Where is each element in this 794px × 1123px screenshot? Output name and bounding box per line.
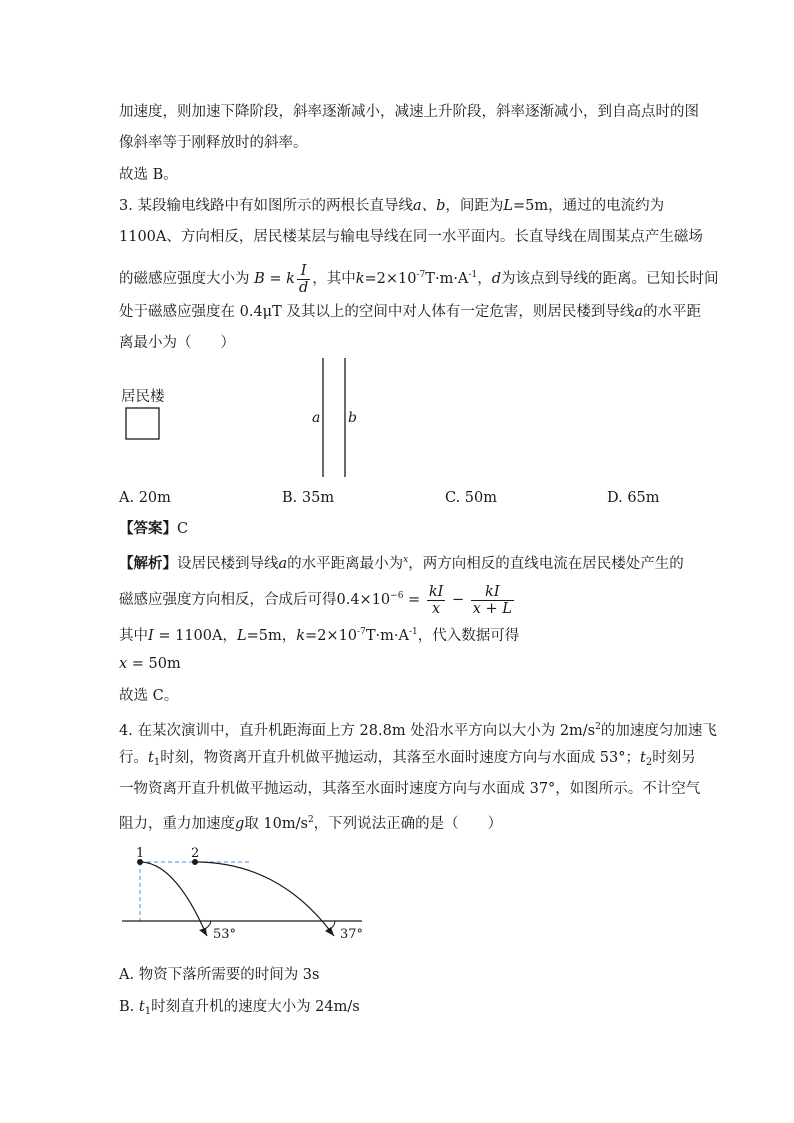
q4-line3: 一物资离开直升机做平抛运动，其落至水面时速度方向与水面成 37°，如图所示。不计空气 bbox=[119, 781, 701, 797]
q3-var-k: k bbox=[355, 271, 365, 287]
q3-line5: 离最小为（ ） bbox=[119, 335, 235, 351]
q3-text: ，其中 bbox=[312, 271, 356, 287]
option-text: 20m bbox=[138, 490, 171, 506]
analysis-text: 磁感应强度方向相反，合成后可得 bbox=[119, 592, 337, 608]
q4-text: 的加速度匀加速飞 bbox=[600, 723, 717, 739]
analysis-eq: = bbox=[403, 592, 425, 608]
fraction-denominator: x bbox=[431, 600, 441, 617]
option-text: 35m bbox=[301, 490, 335, 506]
point-2-label: 2 bbox=[191, 846, 200, 861]
q3-text: 某段输电线路中有如图所示的两根长直导线 bbox=[137, 198, 413, 214]
building-box bbox=[126, 408, 159, 439]
fraction-numerator: kI bbox=[428, 583, 444, 600]
formula-eq: = bbox=[264, 271, 287, 287]
q4-var-t: t bbox=[138, 999, 145, 1015]
q3-exponent: -1 bbox=[468, 270, 478, 280]
q3-analysis-line1 bbox=[119, 550, 684, 574]
point-1-label: 1 bbox=[136, 846, 145, 861]
q4-superscript: 2 bbox=[595, 722, 601, 732]
q3-analysis-line2 bbox=[119, 578, 516, 618]
q3-var-L: L bbox=[503, 198, 514, 214]
analysis-unit: T·m·A bbox=[365, 628, 409, 644]
q4-number: 4. bbox=[119, 723, 133, 739]
q4-var-g: g bbox=[235, 816, 245, 832]
building-label: 居民楼 bbox=[121, 389, 165, 405]
wire-a-label: a bbox=[312, 410, 321, 426]
option-text: 50m bbox=[464, 490, 497, 506]
option-label: C. bbox=[445, 490, 461, 506]
q4-subscript: 1 bbox=[153, 757, 161, 768]
q3-conclusion: 故选 C。 bbox=[119, 688, 179, 704]
analysis-value: 0.4×10 bbox=[336, 592, 391, 608]
q4-text: 时刻，物资离开直升机做平抛运动，其落至水面时速度方向与水面成 53°； bbox=[160, 750, 641, 766]
answer-tag: 【答案】 bbox=[119, 520, 177, 537]
analysis-text: 设居民楼到导线 bbox=[177, 556, 279, 572]
fraction-numerator: kI bbox=[471, 584, 514, 601]
q4-superscript: 2 bbox=[307, 815, 314, 825]
formula-numerator: I bbox=[297, 263, 310, 280]
q3-analysis-result bbox=[119, 654, 181, 674]
q4-subscript: 2 bbox=[645, 757, 653, 768]
analysis-text: 其中 bbox=[119, 628, 148, 644]
analysis-exponent: −6 bbox=[390, 591, 404, 601]
trajectory-1 bbox=[140, 862, 207, 936]
analysis-minus: − bbox=[447, 592, 469, 608]
q3-text: =5m，通过的电流约为 bbox=[513, 198, 665, 214]
analysis-text: = 1100A， bbox=[153, 628, 237, 644]
q4-option-b bbox=[119, 997, 360, 1022]
q3-answer bbox=[119, 519, 188, 539]
option-d bbox=[607, 488, 660, 508]
q4-text: ，下列说法正确的是（ ） bbox=[313, 816, 503, 832]
q3-line2: 1100A、方向相反，居民楼某层与输电导线在同一水平面内。长直导线在周围某点产生磁场 bbox=[119, 229, 703, 245]
trajectory-2 bbox=[195, 862, 334, 936]
q4-var-t: t bbox=[148, 750, 154, 766]
angle-arc-1 bbox=[204, 921, 211, 929]
formula-denominator: d bbox=[298, 279, 309, 296]
q4-var-t: t bbox=[640, 750, 646, 766]
analysis-text: =5m， bbox=[246, 628, 297, 644]
analysis-var-a: a bbox=[278, 556, 288, 572]
analysis-var-x: x bbox=[403, 555, 409, 565]
fraction-denominator: x + L bbox=[472, 600, 512, 617]
q4-line1 bbox=[119, 717, 717, 741]
analysis-var-I: I bbox=[148, 628, 154, 644]
q3-text: ， bbox=[477, 271, 492, 287]
option-text: 时刻直升机的速度大小为 24m/s bbox=[151, 999, 360, 1015]
angle-53-label: 53° bbox=[213, 927, 237, 942]
wire-b-label: b bbox=[348, 410, 357, 426]
trajectory-2-arrow bbox=[325, 927, 334, 936]
option-label: A. bbox=[119, 490, 135, 506]
option-label: D. bbox=[607, 490, 623, 506]
analysis-exponent: -1 bbox=[408, 627, 418, 637]
prev-explanation-line2: 像斜率等于刚释放时的斜率。 bbox=[119, 135, 308, 151]
q3-text: 的磁感应强度大小为 bbox=[119, 271, 250, 287]
formula-B: B bbox=[254, 271, 265, 287]
analysis-text: ，两方向相反的直线电流在居民楼处产生的 bbox=[408, 556, 684, 572]
q3-text: ，间距为 bbox=[445, 198, 504, 214]
option-c bbox=[445, 488, 497, 508]
q4-option-a: A. 物资下落所需要的时间为 3s bbox=[119, 967, 320, 983]
q3-unit: T·m·A bbox=[425, 271, 469, 287]
formula-k: k bbox=[286, 271, 295, 287]
analysis-text: ，代入数据可得 bbox=[417, 628, 520, 644]
q4-text: 在某次演训中，直升机距海面上方 28.8m 处沿水平方向以大小为 2m/s bbox=[137, 723, 596, 739]
option-text: 65m bbox=[627, 490, 660, 506]
q4-text: 行。 bbox=[119, 750, 148, 766]
q3-text: 的水平距 bbox=[643, 304, 702, 320]
analysis-fraction-2 bbox=[471, 584, 514, 617]
analysis-text: 的水平距离最小为 bbox=[287, 556, 404, 572]
q3-text: =2×10 bbox=[364, 271, 417, 287]
q3-var-d: d bbox=[491, 271, 501, 287]
q3-analysis-line3 bbox=[119, 622, 519, 646]
analysis-var-k: k bbox=[296, 628, 306, 644]
option-a bbox=[119, 488, 171, 508]
prev-conclusion: 故选 B。 bbox=[119, 167, 178, 183]
option-label: B. bbox=[119, 999, 135, 1015]
angle-37-label: 37° bbox=[340, 927, 364, 942]
q4-line4 bbox=[119, 810, 502, 834]
q4-text: 取 10m/s bbox=[244, 816, 308, 832]
q3-text: 处于磁感应强度在 0.4μT 及其以上的空间中对人体有一定危害，则居民楼到导线 bbox=[119, 304, 635, 320]
analysis-exponent: -7 bbox=[357, 627, 366, 637]
trajectory-1-arrow bbox=[199, 928, 207, 936]
q3-text: 为该点到导线的距离。已知长时间 bbox=[501, 271, 719, 287]
analysis-fraction-1 bbox=[427, 584, 446, 617]
prev-explanation-line1: 加速度，则加速下降阶段，斜率逐渐减小，减速上升阶段，斜率逐渐减小，到自高点时的图 bbox=[119, 104, 699, 120]
analysis-text: =2×10 bbox=[305, 628, 358, 644]
q3-number: 3. bbox=[119, 198, 133, 214]
q4-line2 bbox=[119, 748, 696, 773]
q4-text: 时刻另 bbox=[652, 750, 696, 766]
analysis-var-L: L bbox=[236, 628, 247, 644]
q3-wire-vars: a、b bbox=[412, 198, 446, 214]
analysis-tag: 【解析】 bbox=[119, 555, 177, 572]
result-value: = 50m bbox=[127, 656, 181, 672]
q3-exponent: -7 bbox=[416, 270, 426, 280]
answer-value: C bbox=[177, 521, 189, 537]
option-label: B. bbox=[282, 490, 298, 506]
q4-subscript: 1 bbox=[144, 1006, 152, 1017]
result-var-x: x bbox=[119, 656, 128, 672]
q3-var-a: a bbox=[634, 304, 644, 320]
option-b bbox=[282, 488, 334, 508]
q4-text: 阻力，重力加速度 bbox=[119, 816, 235, 832]
